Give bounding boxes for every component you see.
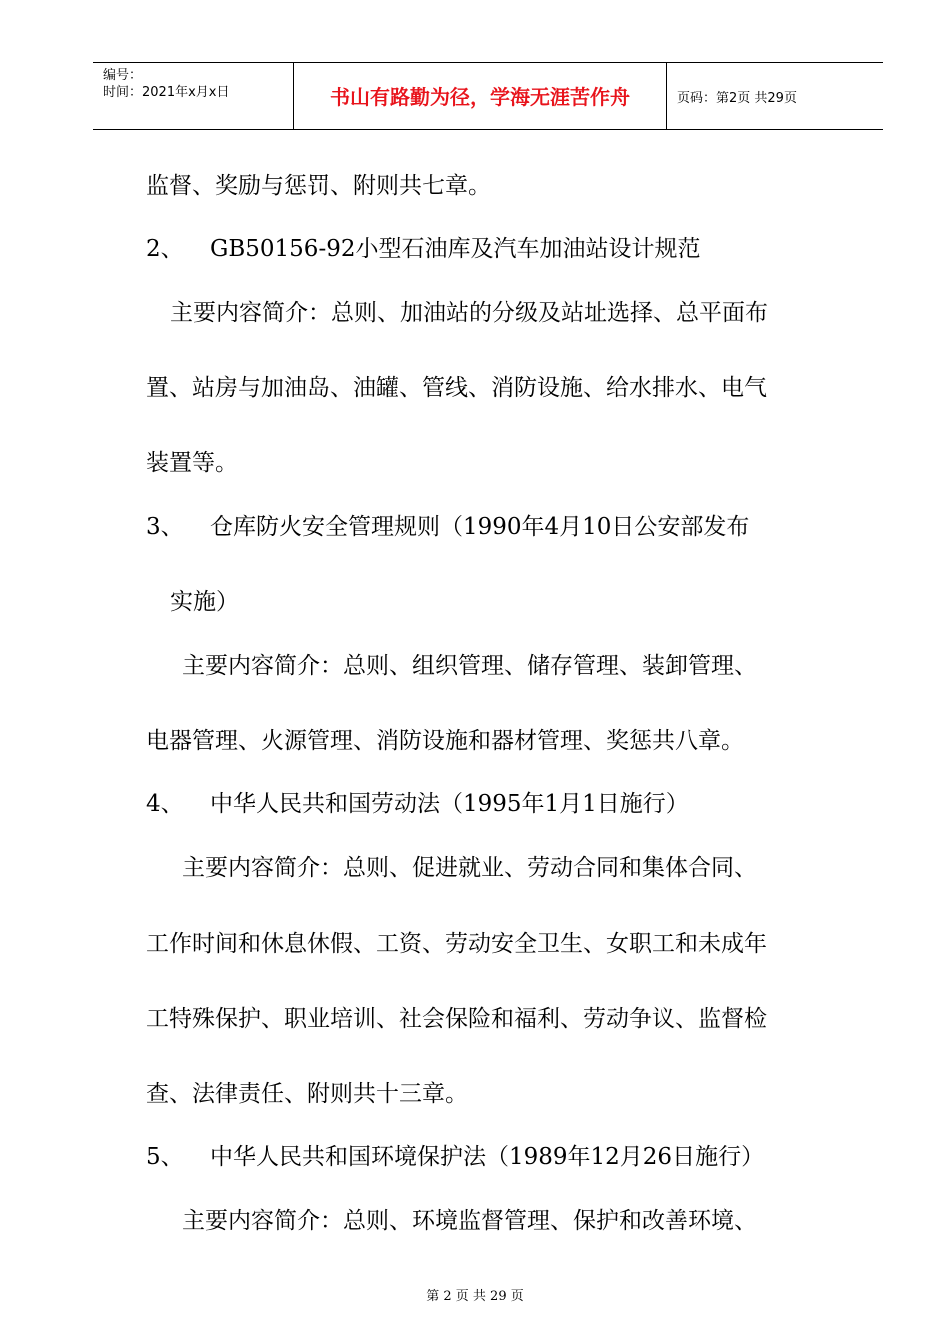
summary-line: 置、站房与加油岛、油罐、管线、消防设施、给水排水、电气 <box>146 375 767 401</box>
summary-line: 主要内容简介：总则、促进就业、劳动合同和集体合同、 <box>182 855 757 881</box>
document-number-label: 编号： <box>103 68 143 83</box>
summary-line: 查、法律责任、附则共十三章。 <box>146 1081 468 1107</box>
list-item-title-continued: 实施） <box>170 589 239 615</box>
body-line: 监督、奖励与惩罚、附则共七章。 <box>146 173 491 199</box>
list-number: 5、 <box>146 1144 184 1170</box>
list-number: 4、 <box>146 791 184 817</box>
summary-line: 工作时间和休息休假、工资、劳动安全卫生、女职工和未成年 <box>146 931 767 957</box>
header-motto: 书山有路勤为径，学海无涯苦作舟 <box>330 85 630 109</box>
summary-line: 装置等。 <box>146 450 238 476</box>
page-footer: 第 2 页 共 29 页 <box>426 1289 524 1304</box>
summary-line: 工特殊保护、职业培训、社会保险和福利、劳动争议、监督检 <box>146 1006 767 1032</box>
list-item-title: 中华人民共和国环境保护法（1989年12月26日施行） <box>210 1144 765 1170</box>
list-number: 2、 <box>146 236 184 262</box>
summary-line: 主要内容简介：总则、环境监督管理、保护和改善环境、 <box>182 1208 757 1234</box>
document-date: 时间：2021年x月x日 <box>103 85 230 100</box>
summary-line: 主要内容简介：总则、组织管理、储存管理、装卸管理、 <box>182 653 757 679</box>
list-item-title: 仓库防火安全管理规则（1990年4月10日公安部发布 <box>210 514 750 540</box>
summary-line: 电器管理、火源管理、消防设施和器材管理、奖惩共八章。 <box>146 728 744 754</box>
list-item-title: 中华人民共和国劳动法（1995年1月1日施行） <box>210 791 689 817</box>
summary-line: 主要内容简介：总则、加油站的分级及站址选择、总平面布 <box>170 300 768 326</box>
list-item-title: GB50156-92小型石油库及汽车加油站设计规范 <box>210 236 701 262</box>
list-number: 3、 <box>146 514 184 540</box>
header-page-info: 页码：第2页 共29页 <box>677 91 797 106</box>
